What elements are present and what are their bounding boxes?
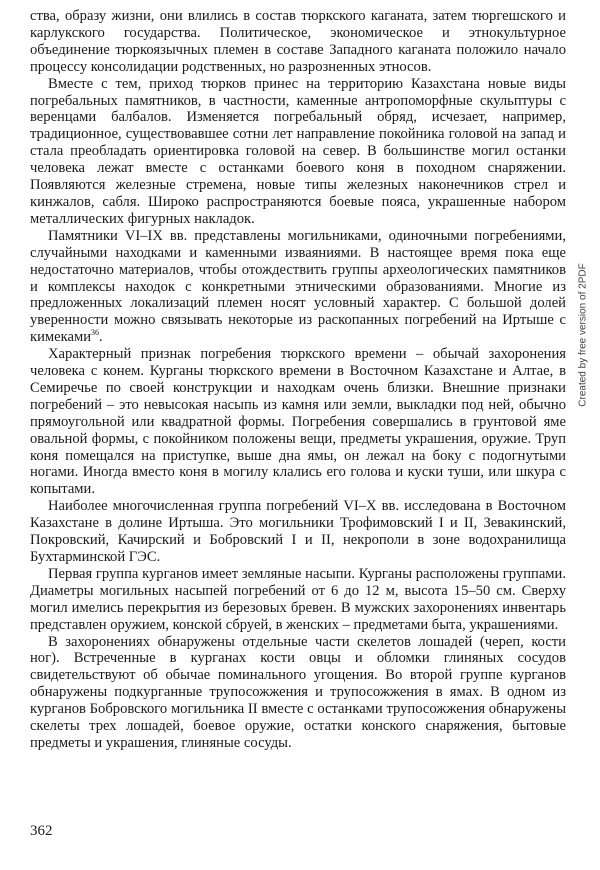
paragraph-3: Памятники VI–IX вв. представлены могильниками, одиночными погребениями, случайными находками и каменными изваяниями. В настоящее время пока еще недостаточно материалов, чтобы отождествить группы археологических памятников и комплексы находок с конкретными этническими образованиями. Многие из предложенных локализаций племен носят условный характер. С большой долей уверенности можно связывать некоторые из раскопанных погребений на Иртыше с кимеками$^{36}$. <box>30 227 566 346</box>
paragraph-1: ства, образу жизни, они влились в состав тюркского каганата, затем тюргешского и карлукского государства. Политическое, экономическое и этнокультурное объединение тюркоязычных племен в составе Западного каганата положило начало процессу консолидации родственных, но разрозненных этносов. <box>30 8 566 75</box>
footnote-ref: 36 <box>91 328 100 338</box>
paragraph-3-text: Памятники VI–IX вв. представлены могильниками, одиночными погребениями, случайными находками и каменными изваяниями. В настоящее время пока еще недостаточно материалов, чтобы отождествить группы археологических памятников и комплексы находок с конкретными этническими образованиями. Многие из предложенных локализаций племен носят условный характер. С большой долей уверенности можно связывать некоторые из раскопанных погребений на Иртыше с кимеками <box>30 227 566 346</box>
page-body <box>30 8 566 752</box>
paragraph-7: В захоронениях обнаружены отдельные части скелетов лошадей (череп, кости ног). Встреченные в курганах кости овцы и обломки глиняных сосудов свидетельствуют об обычае поминального угощения. Во второй группе курганов обнаружены подкурганные трупосожжения и трупосожжения в ямах. В одном из курганов Бобровского могильника II вместе с останками трупосожжения обнаружены скелеты трех лошадей, боевое оружие, остатки конского снаряжения, бытовые предметы и украшения, глиняные сосуды. <box>30 633 566 751</box>
paragraph-6: Первая группа курганов имеет земляные насыпи. Курганы расположены группами. Диаметры могильных насыпей погребений от 6 до 12 м, высота 15–50 см. Сверху могил имелись перекрытия из березовых бревен. В мужских захоронениях инвентарь представлен оружием, конской сбруей, в женских – предметами быта, украшениями. <box>30 565 566 633</box>
watermark-text: Created by free version of 2PDF <box>577 263 589 407</box>
paragraph-5: Наиболее многочисленная группа погребений VI–X вв. исследована в Восточном Казахстане в долине Иртыша. Это могильники Трофимовский I и II, Зевакинский, Покровский, Качирский и Бобровский I и II, некрополи в зоне водохранилища Бухтарминской ГЭС. <box>30 498 566 565</box>
paragraph-4: Характерный признак погребения тюркского времени – обычай захоронения человека с конем. Курганы тюркского времени в Восточном Казахстане и Алтае, в Семиречье по своей конструкции и находкам очень близки. Внешние признаки погребений – это невысокая насыпь из камня или земли, выкладки под ней, обычно прямоугольной или квадратной формы. Погребения совершались в грунтовой яме овальной формы, с покойником положены вещи, предметы украшения, оружие. Труп коня помещался на приступке, выше дна ямы, он лежал на боку с подогнутыми ногами. Иногда вместо коня в могилу клались его голова и куски туши, или шкура с копытами. <box>30 346 566 498</box>
watermark <box>576 205 590 465</box>
paragraph-2: Вместе с тем, приход тюрков принес на территорию Казахстана новые виды погребальных памятников, в частности, каменные антропоморфные скульптуры с веренцами балбалов. Изменяется погребальный обряд, исчезает, например, традиционное, существовавшее сотни лет направление покойника головой на запад и стала преобладать ориентировка головой на север. В большинстве могил останки человека лежат вместе с останками боевого коня в походном снаряжении. Появляются железные стремена, новые типы железных наконечников стрел и кинжалов, сабля. Широко распространяются боевые пояса, украшенные набором металлических фигурных накладок. <box>30 75 566 227</box>
page-number: 362 <box>30 823 53 839</box>
